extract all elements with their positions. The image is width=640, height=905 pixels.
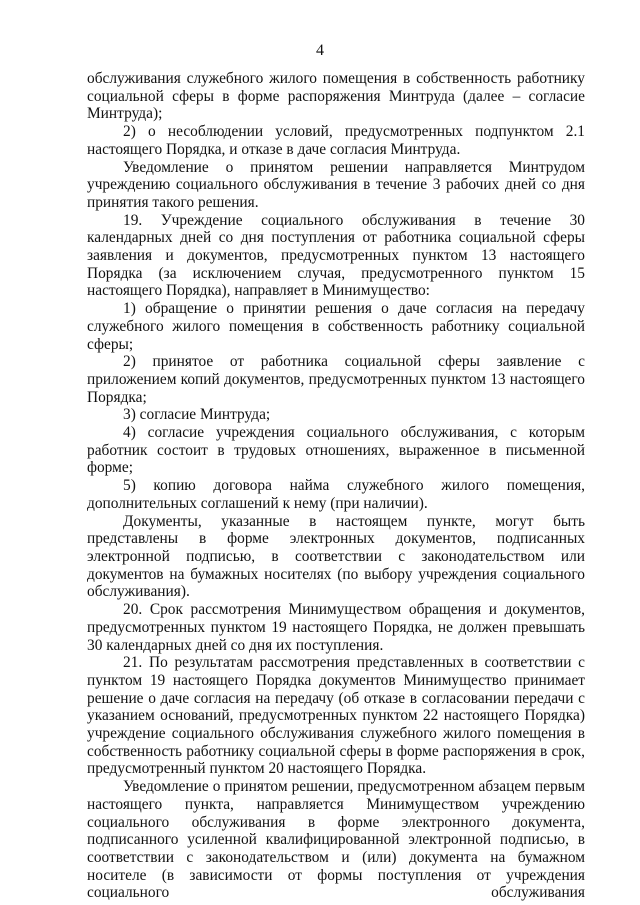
paragraph-clause-19-item-1: 1) обращение о принятии решения о даче согласия на передачу служебного жилого помещения в собственность работнику социальной сферы;	[87, 300, 585, 353]
paragraph-clause-19-item-4: 4) согласие учреждения социального обслуживания, с которым работник состоит в трудовых отношениях, выраженное в письменной форме;	[87, 424, 585, 477]
paragraph-documents-form: Документы, указанные в настоящем пункте, могут быть представлены в форме электронных документов, подписанных электронной подписью, в соответствии с законодательством или документов на бумажных носителях (по выбору учреждения социального обслуживания).	[87, 512, 585, 601]
paragraph-notification-minimushchestvo: Уведомление о принятом решении, предусмотренном абзацем первым настоящего пункта, направляется Минимуществом учреждению социального обслуживания в форме электронного документа, подписанного усиленной квалифицированной электронной подписью, в соответствии с законодательством и (или) документа на бумажном носителе (в зависимости от формы поступления от учреждения социального обслуживания	[87, 778, 585, 902]
paragraph-clause-19-item-2: 2) принятое от работника социальной сферы заявление с приложением копий документов, предусмотренных пунктом 13 настоящего Порядка;	[87, 353, 585, 406]
paragraph-notification-mintrud: Уведомление о принятом решении направляется Минтрудом учреждению социального обслуживания в течение 3 рабочих дней со дня принятия такого решения.	[87, 158, 585, 211]
paragraph-item-2: 2) о несоблюдении условий, предусмотренных подпунктом 2.1 настоящего Порядка, и отказе в даче согласия Минтруда.	[87, 123, 585, 158]
paragraph-clause-19-item-3: 3) согласие Минтруда;	[123, 406, 271, 424]
document-body	[87, 70, 585, 902]
paragraph-clause-21: 21. По результатам рассмотрения представленных в соответствии с пунктом 19 настоящего Порядка документов Минимущество принимает решение о даче согласия на передачу (об отказе в согласовании передачи с указанием оснований, предусмотренных пунктом 22 настоящего Порядка) учреждение социального обслуживания служебного жилого помещения в собственность работнику социальной сферы в форме распоряжения в срок, предусмотренный пунктом 20 настоящего Порядка.	[87, 654, 585, 778]
paragraph-continuation: обслуживания служебного жилого помещения в собственность работнику социальной сферы в форме распоряжения Минтруда (далее – согласие Минтруда);	[87, 70, 585, 123]
paragraph-clause-20: 20. Срок рассмотрения Минимуществом обращения и документов, предусмотренных пунктом 19 настоящего Порядка, не должен превышать 30 календарных дней со дня их поступления.	[87, 601, 585, 654]
page-number: 4	[316, 42, 324, 59]
paragraph-clause-19: 19. Учреждение социального обслуживания в течение 30 календарных дней со дня поступления от работника социальной сферы заявления и документов, предусмотренных пунктом 13 настоящего Порядка (за исключением случая, предусмотренного пунктом 15 настоящего Порядка), направляет в Минимущество:	[87, 211, 585, 300]
paragraph-clause-19-item-5: 5) копию договора найма служебного жилого помещения, дополнительных соглашений к нему (при наличии).	[87, 477, 585, 512]
